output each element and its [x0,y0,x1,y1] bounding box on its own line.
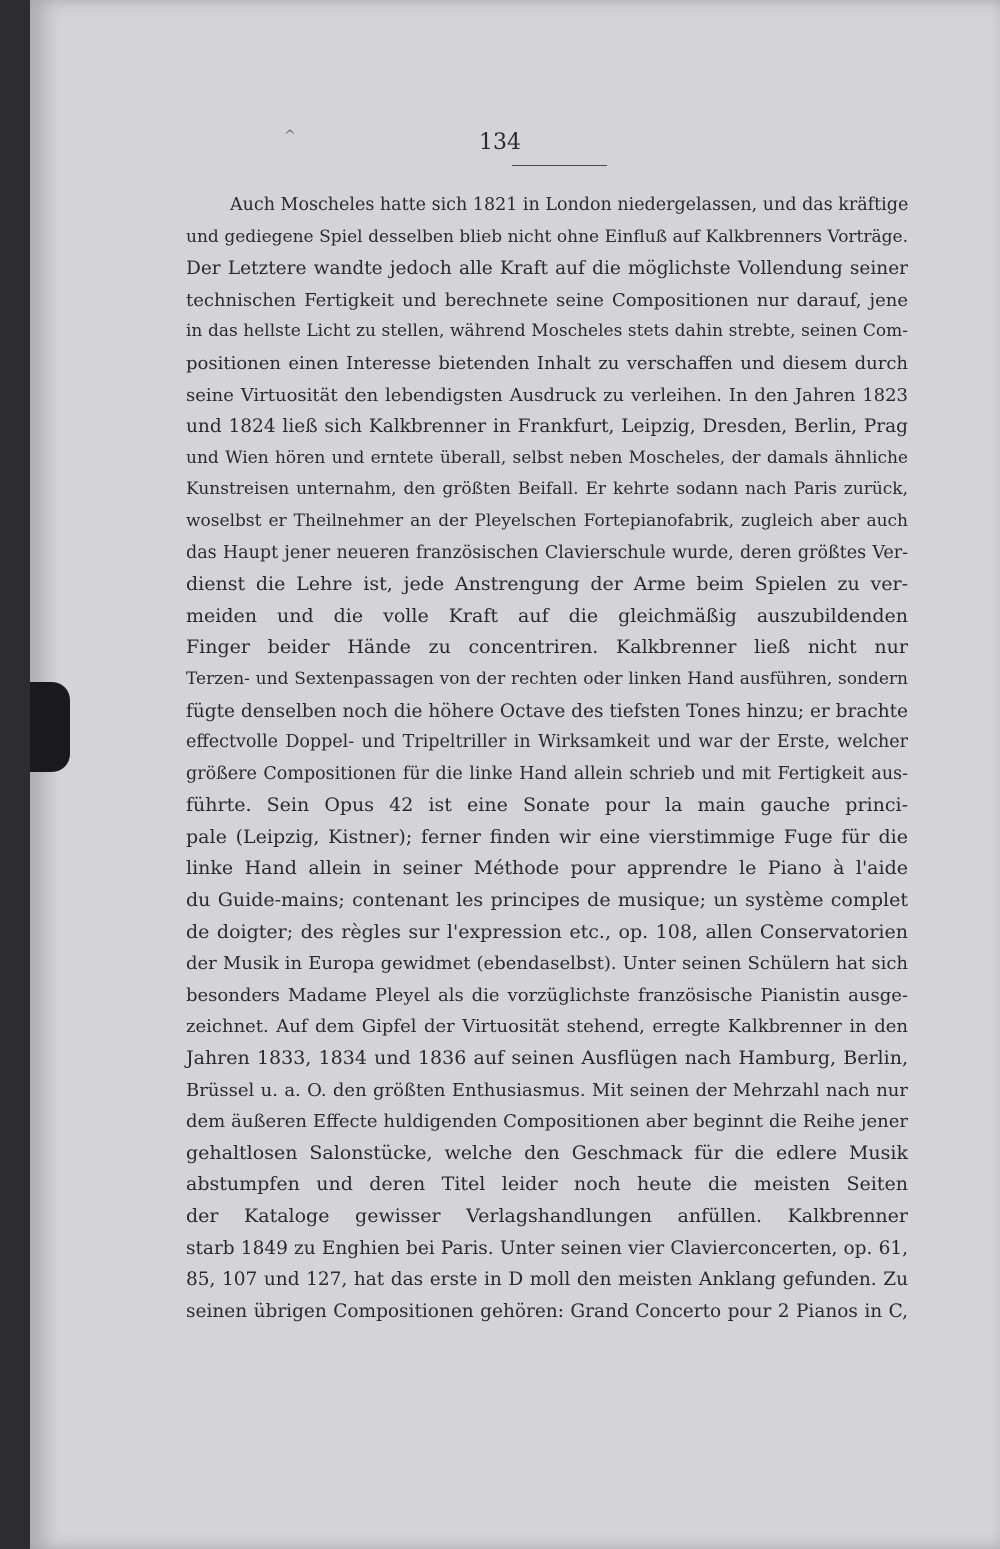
text-line: gehaltlosen Salonstücke, welche den Geschmack für die edlere Musik [186,1141,908,1164]
text-line: in das hellste Licht zu stellen, während Moscheles stets dahin strebte, seinen Com- [186,321,908,342]
text-line: 85, 107 und 127, hat das erste in D moll den meisten Anklang gefunden. Zu [186,1269,908,1291]
text-line: seine Virtuosität den lebendigsten Ausdruck zu verleihen. In den Jahren 1823 [186,384,908,406]
text-line: Der Letztere wandte jedoch alle Kraft auf die möglichste Vollendung seiner [186,258,908,280]
text-line: meiden und die volle Kraft auf die gleichmäßig auszubildenden [186,604,908,627]
text-line: linke Hand allein in seiner Méthode pour apprendre le Piano à l'aide [186,857,908,880]
text-line: zeichnet. Auf dem Gipfel der Virtuosität stehend, erregte Kalkbrenner in den [186,1016,908,1038]
text-line: dienst die Lehre ist, jede Anstrengung der Arme beim Spielen zu ver- [186,573,908,596]
text-line: Auch Moscheles hatte sich 1821 in London niedergelassen, und das kräftige [230,195,909,215]
text-line: abstumpfen und deren Titel leider noch heute die meisten Seiten [186,1173,908,1196]
text-line: Jahren 1833, 1834 und 1836 auf seinen Ausflügen nach Hamburg, Berlin, [186,1047,908,1070]
text-line: seinen übrigen Compositionen gehören: Grand Concerto pour 2 Pianos in C, [186,1300,908,1322]
text-line: Finger beider Hände zu concentriren. Kalkbrenner ließ nicht nur [186,636,908,659]
text-line: und Wien hören und erntete überall, selbst neben Moscheles, der damals ähnliche [186,447,908,468]
text-line: besonders Madame Pleyel als die vorzüglichste französische Pianistin ausge- [186,984,908,1006]
text-line: dem äußeren Effecte huldigenden Compositionen aber beginnt die Reihe jener [186,1111,908,1133]
text-line: effectvolle Doppel- und Tripeltriller in Wirksamkeit und war der Erste, welcher [186,732,908,753]
binding-clip [30,682,70,772]
text-line: und gediegene Spiel desselben blieb nicht ohne Einfluß auf Kalkbrenners Vorträge. [186,226,908,247]
text-line: das Haupt jener neueren französischen Clavierschule wurde, deren größtes Ver- [186,542,908,563]
text-line: technischen Fertigkeit und berechnete seine Compositionen nur darauf, jene [186,289,908,311]
text-line: pale (Leipzig, Kistner); ferner finden wir eine vierstimmige Fuge für die [186,825,908,848]
text-line: de doigter; des règles sur l'expression etc., op. 108, allen Conservatorien [186,920,908,943]
header-rule [512,165,607,166]
text-line: starb 1849 zu Enghien bei Paris. Unter seinen vier Clavierconcerten, op. 61, [186,1237,908,1259]
text-line: fügte denselben noch die höhere Octave des tiefsten Tones hinzu; er brachte [186,700,909,722]
text-line: der Kataloge gewisser Verlagshandlungen anfüllen. Kalkbrenner [186,1205,908,1227]
page-number: 134 [479,130,521,155]
text-line: und 1824 ließ sich Kalkbrenner in Frankfurt, Leipzig, Dresden, Berlin, Prag [186,416,908,438]
text-line: Kunstreisen unternahm, den größten Beifall. Er kehrte sodann nach Paris zurück, [186,479,908,500]
text-line: Brüssel u. a. O. den größten Enthusiasmus. Mit seinen der Mehrzahl nach nur [186,1079,908,1101]
body-text [186,190,908,1327]
text-line: positionen einen Interesse bietenden Inhalt zu verschaffen und diesem durch [186,352,908,374]
text-line: woselbst er Theilnehmer an der Pleyelschen Fortepianofabrik, zugleich aber auch [186,510,908,531]
text-line: der Musik in Europa gewidmet (ebendaselbst). Unter seinen Schülern hat sich [186,953,908,975]
text-line: Terzen- und Sextenpassagen von der rechten oder linken Hand ausführen, sondern [186,668,908,689]
text-line: größere Compositionen für die linke Hand allein schrieb und mit Fertigkeit aus- [186,763,908,784]
text-line: du Guide-mains; contenant les principes de musique; un système complet [186,889,908,912]
text-line: führte. Sein Opus 42 ist eine Sonate pour la main gauche princi- [186,794,908,817]
printer-mark: ^ [284,128,296,144]
